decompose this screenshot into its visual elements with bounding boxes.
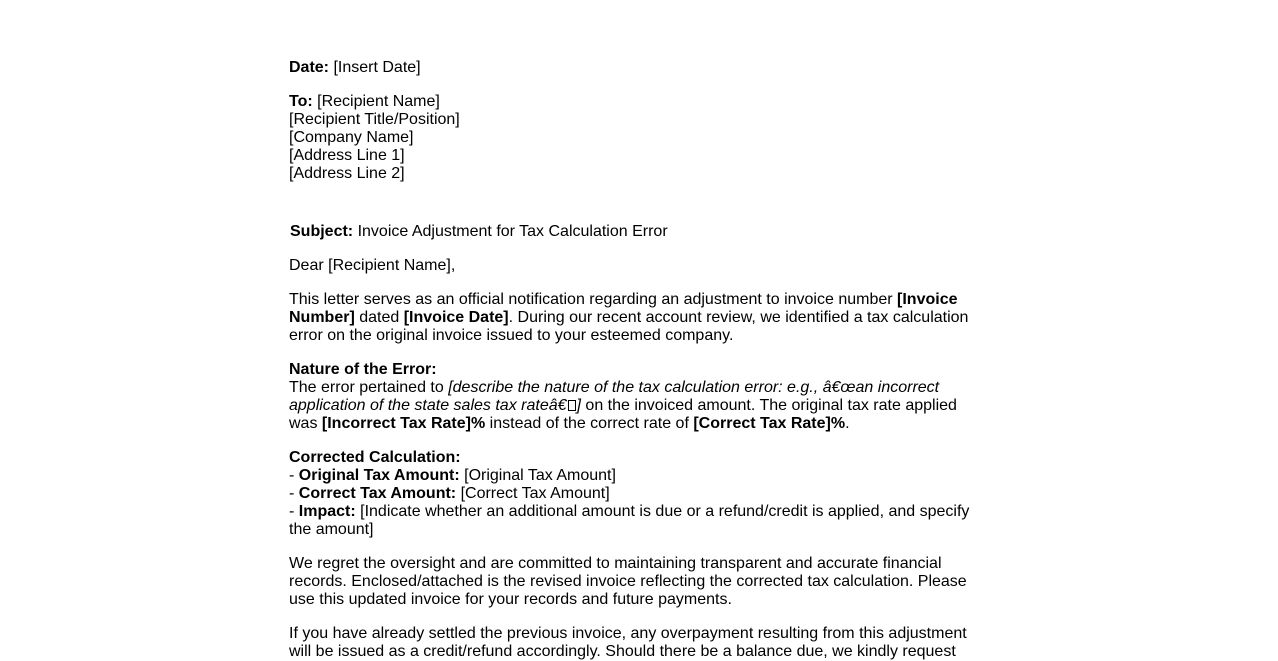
date-label: Date: <box>289 59 330 76</box>
date-value: [Insert Date] <box>329 59 421 76</box>
corrected-item-correct <box>289 485 610 502</box>
original-tax-value: [Original Tax Amount] <box>459 467 616 484</box>
intro-text-3: . During our recent account review, we identified a tax calculation error on the original invoice issued to your esteemed company. <box>289 309 969 344</box>
intro-text-2: dated <box>354 309 404 326</box>
recipient-title: [Recipient Title/Position] <box>289 111 460 128</box>
nature-text-3: instead of the correct rate of <box>485 415 694 432</box>
invoice-date-placeholder: [Invoice Date] <box>403 309 509 326</box>
correct-rate-placeholder: [Correct Tax Rate]% <box>693 415 846 432</box>
error-description-close: ] <box>576 397 581 414</box>
corrected-heading: Corrected Calculation: <box>289 449 461 466</box>
nature-text-2: on the invoiced amount. The original tax rate applied was <box>289 397 957 432</box>
date-line <box>289 59 979 77</box>
original-tax-label: Original Tax Amount: <box>298 467 460 484</box>
subject-label: Subject: <box>290 223 354 240</box>
nature-text-4: . <box>845 415 850 432</box>
invoice-number-placeholder: [Invoice Number] <box>289 291 958 326</box>
settled-paragraph: If you have already settled the previous invoice, any overpayment resulting from this adjustment will be issued as a credit/refund accordingly. Should there be a balance due, we kindly request <box>289 625 967 660</box>
address-line-2: [Address Line 2] <box>289 165 405 182</box>
letter-document <box>289 59 979 661</box>
subject-value: Invoice Adjustment for Tax Calculation Error <box>353 223 668 240</box>
nature-section <box>289 361 979 433</box>
list-dash: - <box>289 503 299 520</box>
correct-tax-label: Correct Tax Amount: <box>298 485 457 502</box>
intro-paragraph <box>289 291 979 345</box>
recipient-block <box>289 93 979 183</box>
intro-text-1: This letter serves as an official notification regarding an adjustment to invoice number <box>289 291 898 308</box>
recipient-company: [Company Name] <box>289 129 414 146</box>
corrected-item-original <box>289 467 616 484</box>
regret-paragraph: We regret the oversight and are committed to maintaining transparent and accurate financial records. Enclosed/attached is the revised invoice reflecting the corrected tax calculation. Please use this updated invoice for your records and future payments. <box>289 555 967 608</box>
impact-label: Impact: <box>298 503 356 520</box>
impact-value: [Indicate whether an additional amount is due or a refund/credit is applied, and specify the amount] <box>289 503 970 538</box>
nature-heading: Nature of the Error: <box>289 361 437 378</box>
list-dash: - <box>289 467 299 484</box>
incorrect-rate-placeholder: [Incorrect Tax Rate]% <box>321 415 486 432</box>
nature-text-1: The error pertained to <box>289 379 449 396</box>
salutation: Dear [Recipient Name], <box>289 257 456 274</box>
list-dash: - <box>289 485 299 502</box>
error-description-text: [describe the nature of the tax calculation error: e.g., â€œan incorrect application of the state sales tax rateâ€ <box>289 379 940 414</box>
subject-line <box>289 223 979 241</box>
to-label: To: <box>289 93 313 110</box>
corrected-item-impact <box>289 503 969 538</box>
corrected-section <box>289 449 979 539</box>
recipient-name: [Recipient Name] <box>312 93 440 110</box>
correct-tax-value: [Correct Tax Amount] <box>456 485 610 502</box>
missing-glyph-box <box>568 400 576 411</box>
address-line-1: [Address Line 1] <box>289 147 405 164</box>
